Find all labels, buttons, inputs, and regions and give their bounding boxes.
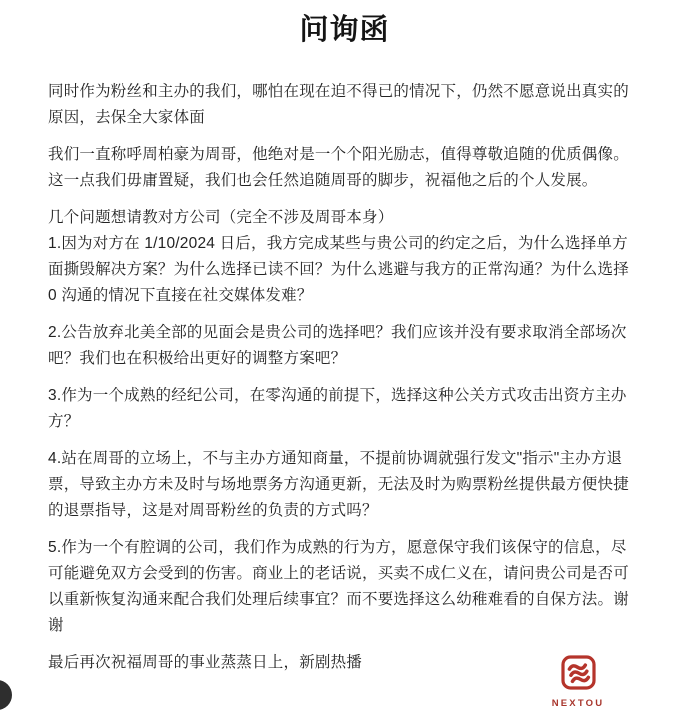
intro-paragraph: 同时作为粉丝和主办的我们，哪怕在现在迫不得已的情况下，仍然不愿意说出真实的原因，去保全大家体面 xyxy=(48,83,629,126)
question-item-1: 1.因为对方在 1/10/2024 日后，我方完成某些与贵公司的约定之后，为什么选择单方面撕毁解决方案？为什么选择已读不回？为什么逃避与我方的正常沟通？为什么选择 0 沟通的情况下直接在社交媒体发难？ xyxy=(48,235,629,304)
question-item-3: 3.作为一个成熟的经纪公司，在零沟通的前提下，选择这种公关方式攻击出资方主办方？ xyxy=(48,387,627,430)
questions-lead-in: 几个问题想请教对方公司（完全不涉及周哥本身） xyxy=(48,209,394,226)
avatar[interactable] xyxy=(0,680,12,710)
question-item-2: 2.公告放弃北美全部的见面会是贵公司的选择吧？我们应该并没有要求取消全部场次吧？我们也在积极给出更好的调整方案吧？ xyxy=(48,324,627,367)
brand-name: NEXTOU xyxy=(551,698,605,709)
closing-line: 最后再次祝福周哥的事业蒸蒸日上，新剧热播 xyxy=(48,654,363,671)
document-title: 问询函 xyxy=(299,14,390,46)
question-item-4: 4.站在周哥的立场上，不与主办方通知商量，不提前协调就强行发文"指示"主办方退票，导致主办方未及时与场地票务方沟通更新，无法及时为购票粉丝提供最方便快捷的退票指导，这是对周哥粉丝的负责的方式吗？ xyxy=(48,450,629,519)
praise-paragraph: 我们一直称呼周柏豪为周哥，他绝对是一个个阳光励志，值得尊敬追随的优质偶像。这一点我们毋庸置疑，我们也会任然追随周哥的脚步，祝福他之后的个人发展。 xyxy=(48,146,629,189)
question-item-5: 5.作为一个有腔调的公司，我们作为成熟的行为方，愿意保守我们该保守的信息，尽可能避免双方会受到的伤害。商业上的老话说，买卖不成仁义在，请问贵公司是否可以重新恢复沟通来配合我们处理后续事宜？而不要选择这么幼稚难看的自保方法。谢谢 xyxy=(48,539,629,634)
brand-logo xyxy=(549,654,607,709)
nextou-waves-icon xyxy=(560,654,597,691)
